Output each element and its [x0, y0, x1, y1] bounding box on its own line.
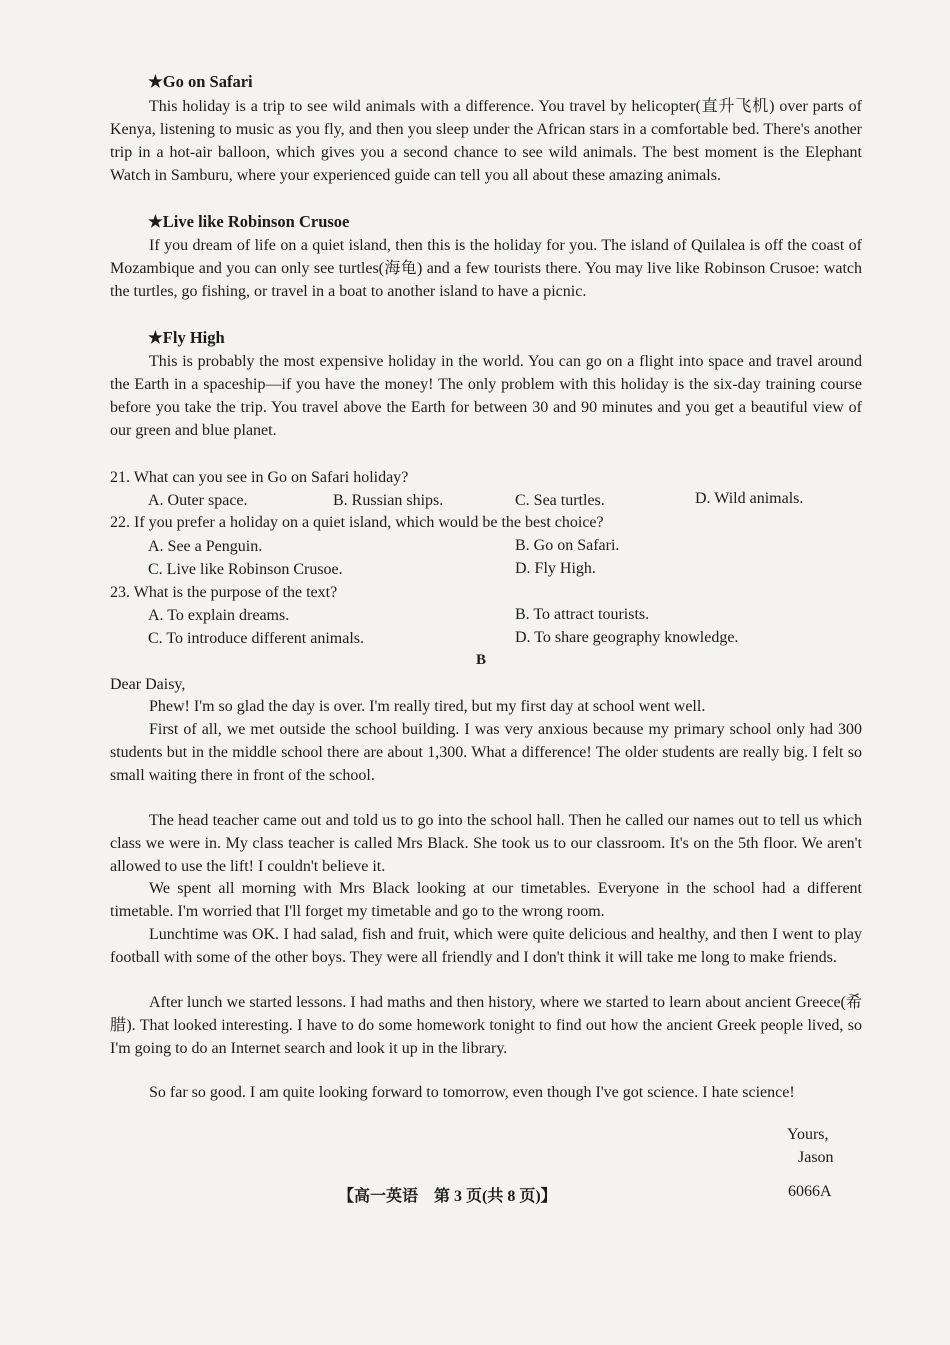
- letter-paragraph-7: So far so good. I am quite looking forward to tomorrow, even though I've got science. I hate science!: [149, 1084, 795, 1101]
- question-21-option-a: A. Outer space.: [148, 492, 248, 509]
- question-23-stem: 23. What is the purpose of the text?: [110, 584, 338, 601]
- question-22-option-c: C. Live like Robinson Crusoe.: [148, 561, 343, 578]
- page-footer-code: 6066A: [788, 1183, 832, 1200]
- section-heading-fly-high: ★Fly High: [148, 328, 225, 347]
- page-footer-info: 【高一英语 第 3 页(共 8 页)】: [338, 1188, 557, 1205]
- question-21-option-c: C. Sea turtles.: [515, 492, 605, 509]
- section-text-robinson: If you dream of life on a quiet island, then this is the holiday for you. The island of Quilalea is off the coast of Mozambique and you can only see turtles(海龟) and a few tourists there. You may live like Robinson Crusoe: watch the turtles, go fishing, or travel in a boat to another island to have a picnic.: [110, 237, 862, 301]
- section-b-label: B: [476, 652, 487, 668]
- question-22-option-d: D. Fly High.: [515, 560, 596, 577]
- letter-paragraph-2: First of all, we met outside the school building. I was very anxious because my primary school only had 300 students but in the middle school there are about 1,300. What a difference! The older students are really big. I felt so small waiting there in front of the school.: [110, 721, 862, 785]
- letter-signature: Jason: [798, 1149, 834, 1166]
- letter-paragraph-5: Lunchtime was OK. I had salad, fish and fruit, which were quite delicious and healthy, and then I went to play football with some of the other boys. They were all friendly and I don't think it will take me long to make friends.: [110, 926, 862, 967]
- letter-paragraph-6: After lunch we started lessons. I had maths and then history, where we started to learn about ancient Greece(希腊). That looked interesting. I have to do some homework tonight to find out how the ancient Greek people lived, so I'm going to do an Internet search and look it up in the library.: [110, 994, 862, 1058]
- letter-paragraph-1: Phew! I'm so glad the day is over. I'm really tired, but my first day at school went well.: [149, 698, 706, 715]
- question-21-option-b: B. Russian ships.: [333, 492, 444, 509]
- question-21-option-d: D. Wild animals.: [695, 490, 804, 507]
- section-heading-safari: ★Go on Safari: [148, 72, 253, 91]
- question-22-stem: 22. If you prefer a holiday on a quiet island, which would be the best choice?: [110, 514, 604, 531]
- question-21-stem: 21. What can you see in Go on Safari holiday?: [110, 469, 409, 486]
- question-23-option-b: B. To attract tourists.: [515, 606, 650, 623]
- letter-paragraph-4: We spent all morning with Mrs Black looking at our timetables. Everyone in the school had a different timetable. I'm worried that I'll forget my timetable and go to the wrong room.: [110, 880, 862, 921]
- question-23-option-d: D. To share geography knowledge.: [515, 629, 739, 646]
- question-23-option-c: C. To introduce different animals.: [148, 630, 365, 647]
- letter-paragraph-3: The head teacher came out and told us to go into the school hall. Then he called our names out to tell us which class we were in. My class teacher is called Mrs Black. She took us to our classroom. It's on the 5th floor. We aren't allowed to use the lift! I couldn't believe it.: [110, 812, 862, 876]
- question-22-option-a: A. See a Penguin.: [148, 538, 263, 555]
- question-23-option-a: A. To explain dreams.: [148, 607, 290, 624]
- question-22-option-b: B. Go on Safari.: [515, 537, 620, 554]
- section-heading-robinson: ★Live like Robinson Crusoe: [148, 212, 350, 231]
- letter-closing: Yours,: [787, 1126, 829, 1143]
- letter-greeting: Dear Daisy,: [110, 676, 186, 693]
- section-text-safari: This holiday is a trip to see wild animals with a difference. You travel by helicopter(直升飞机) over parts of Kenya, listening to music as you fly, and then you sleep under the African stars in a comfortable bed. There's another trip in a hot-air balloon, which gives you a second chance to see wild animals. The best moment is the Elephant Watch in Samburu, where your experienced guide can tell you all about these amazing animals.: [110, 98, 862, 185]
- section-text-fly-high: This is probably the most expensive holiday in the world. You can go on a flight into space and travel around the Earth in a spaceship—if you have the money! The only problem with this holiday is the six-day training course before you take the trip. You travel above the Earth for between 30 and 90 minutes and you get a beautiful view of our green and blue planet.: [110, 353, 862, 440]
